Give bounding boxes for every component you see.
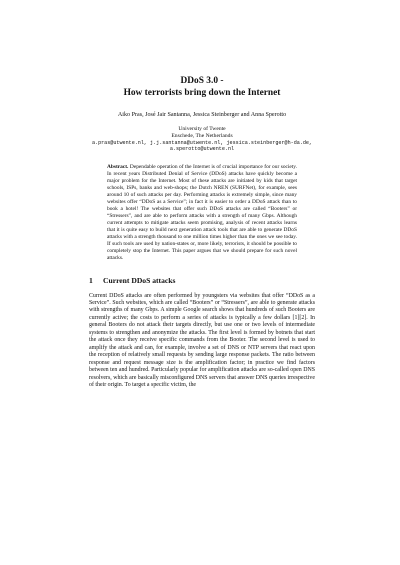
author-list: Aiko Pras, José Jair Santanna, Jessica Steinberger and Anna Sperotto [117, 112, 287, 118]
section-heading [89, 276, 315, 285]
affiliation-block [89, 126, 315, 153]
title-line-1: DDoS 3.0 - [180, 76, 224, 86]
section-title: Current DDoS attacks [103, 275, 176, 285]
section-body: Current DDoS attacks are often performed by youngsters via websites that offer “DDoS as a Service”. Such websites, which are called “Booters” or “Stressers”, are able to generate attacks with strengths of many Gbps. A simple Google search shows that hundreds of such Booters are currently active; the costs to perform a series of attacks is typically a few dollars [1][2]. In general Booters do not attack their targets directly, but use one or two levels of intermediate systems to strengthen and anonymize the attacks. The first level is formed by botnets that start the attack once they receive specific commands from the Booter. The second level is used to amplify the attack and can, for example, involve a set of DNS or NTP servers that react upon the reception of relatively small requests by sending large response packets. The ratio between response and request message size is the amplification factor; in practice we find factors between ten and hundred. Particularly popular for amplification attacks are so-called open DNS resolvers, which are basically misconfigured DNS servers that answer DNS queries irrespective of their origin. To target a specific victim, the [89, 292, 315, 388]
title-line-2: How terrorists bring down the Internet [123, 87, 281, 98]
institution: University of Twente [178, 126, 226, 132]
location: Enschede, The Netherlands [171, 132, 233, 139]
abstract-label: Abstract. [107, 164, 129, 171]
section-number: 1 [89, 275, 93, 285]
paper-title [89, 76, 315, 99]
abstract-text: Dependable operation of the Internet is of crucial importance for our society. In recent years Distributed Denial of Service (DDoS) attacks have quickly become a major problem for the Internet. Most of these attacks are initiated by kids that target schools, ISPs, banks and web-shops; the Dutch NREN (SURFNet), for example, sees around 10 of such attacks per day. Performing attacks is extremely simple, since many websites offer “DDoS as a Service”; in fact it is easier to order a DDoS attack than to book a hotel! The websites that offer such DDoS attacks are called “Booters” or “Stressers”, and are able to perform attacks with a strength of many Gbps. Although current attempts to mitigate attacks seem promising, analysis of recent attacks learns that it is quite easy to build next generation attack tools that are able to generate DDoS attacks with a strength thousand to one million times higher than the ones we see today. If such tools are used by nation-states or, more likely, terrorists, it should be possible to completely stop the Internet. This paper argues that we should prepare for such novel attacks. [107, 164, 297, 261]
emails-line-1: a.pras@utwente.nl, j.j.santanna@utwente.nl, jessica.steinberger@h-da.de, [91, 139, 313, 146]
emails-line-2: a.sperotto@utwente.nl [169, 146, 235, 153]
abstract [107, 164, 297, 261]
